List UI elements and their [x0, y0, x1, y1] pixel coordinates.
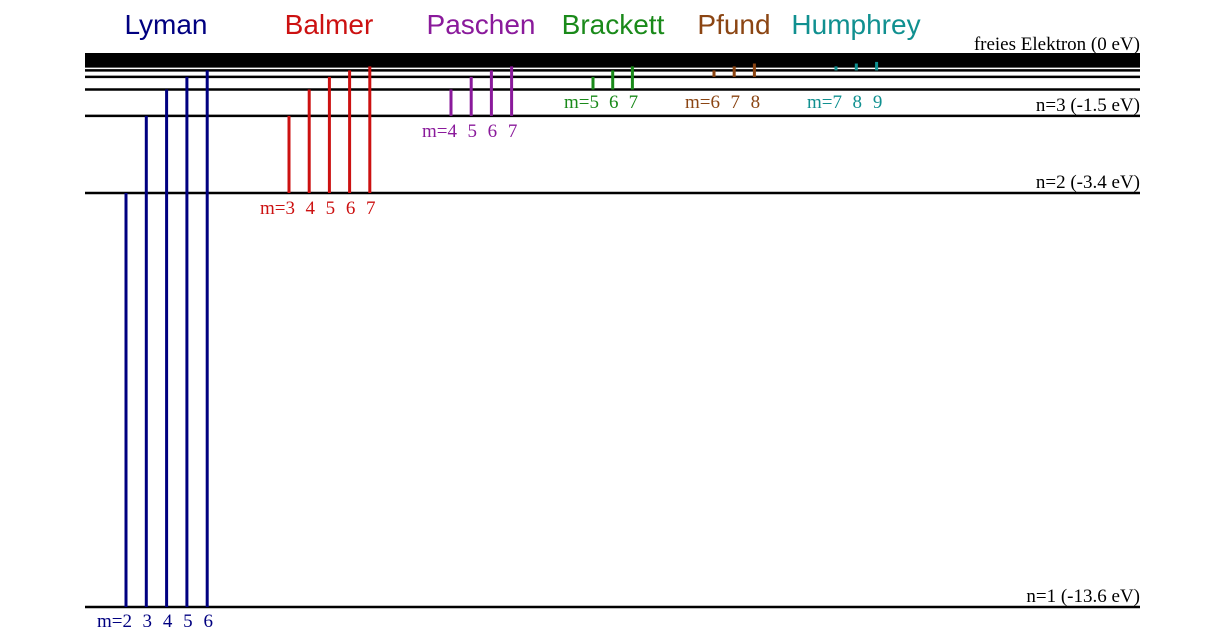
tick-label-lyman-m6: 6	[203, 611, 213, 630]
energy-level-label-n3: n=3 (-1.5 eV)	[1035, 94, 1140, 116]
series-title-paschen: Paschen	[426, 9, 536, 40]
energy-levels	[85, 53, 1140, 607]
tick-label-lyman-m4: 4	[162, 611, 173, 630]
tick-label-balmer-m7: 7	[366, 198, 376, 219]
tick-label-balmer-m5: 5	[325, 198, 336, 219]
tick-label-balmer-m4: 4	[305, 198, 315, 219]
tick-label-humphrey-m9: 9	[872, 92, 883, 113]
tick-label-brackett-m5: m=5	[564, 92, 599, 113]
series-title-lyman: Lyman	[124, 9, 208, 40]
tick-label-humphrey-m8: 8	[852, 92, 863, 113]
tick-label-lyman-m5: 5	[183, 611, 193, 630]
labels	[97, 9, 1140, 630]
tick-label-brackett-m7: 7	[628, 92, 639, 113]
tick-label-humphrey-m7: m=7	[807, 92, 842, 113]
tick-label-paschen-m7: 7	[507, 121, 518, 142]
free-electron-label: freies Elektron (0 eV)	[973, 34, 1140, 55]
series-title-brackett: Brackett	[561, 9, 665, 40]
tick-label-lyman-m2: m=2	[97, 611, 132, 630]
tick-label-paschen-m5: 5	[467, 121, 477, 142]
series-title-pfund: Pfund	[697, 9, 771, 40]
tick-label-paschen-m6: 6	[487, 121, 498, 142]
energy-level-label-n1: n=1 (-13.6 eV)	[1026, 586, 1140, 607]
tick-label-paschen-m4: m=4	[422, 121, 457, 142]
energy-level-label-n2: n=2 (-3.4 eV)	[1035, 172, 1140, 193]
tick-label-pfund-m7: 7	[730, 92, 740, 113]
tick-label-brackett-m6: 6	[608, 92, 619, 113]
series-title-humphrey: Humphrey	[791, 9, 921, 40]
tick-label-balmer-m6: 6	[345, 198, 356, 219]
series-title-balmer: Balmer	[284, 9, 374, 40]
transition-lines	[126, 62, 877, 607]
tick-label-balmer-m3: m=3	[260, 198, 295, 219]
tick-label-lyman-m3: 3	[142, 611, 153, 630]
tick-label-pfund-m8: 8	[750, 92, 761, 113]
tick-label-pfund-m6: m=6	[685, 92, 720, 113]
